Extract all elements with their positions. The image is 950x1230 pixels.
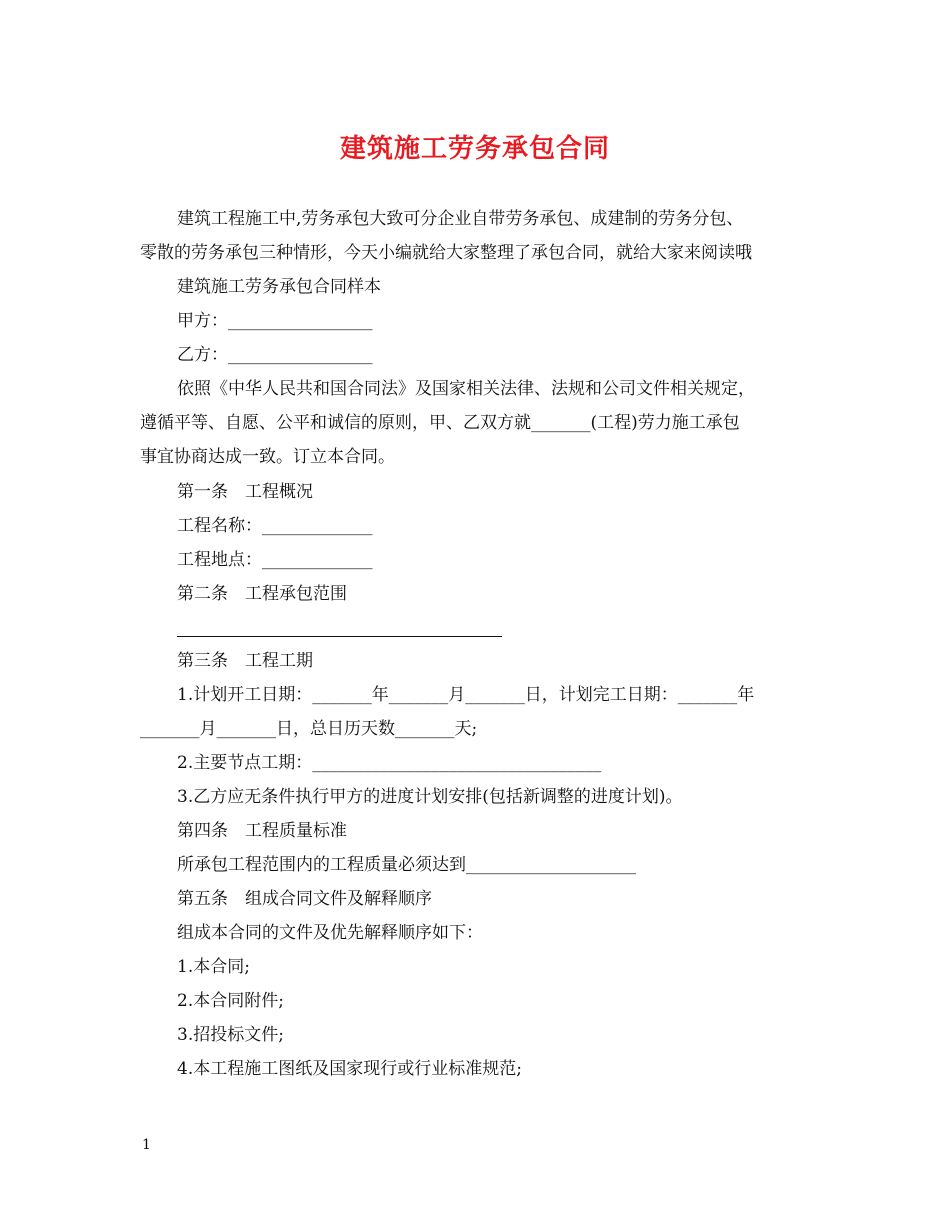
paragraph-line: 工程地点：_____________ — [177, 550, 373, 570]
article-heading: 第四条 工程质量标准 — [177, 821, 347, 841]
article-heading: 第三条 工程工期 — [177, 651, 313, 671]
paragraph-line: 组成本合同的文件及优先解释顺序如下： — [177, 923, 483, 943]
document-title: 建筑施工劳务承包合同 — [339, 134, 610, 164]
paragraph-line: 遵循平等、自愿、公平和诚信的原则，甲、乙双方就_______(工程)劳力施工承包 — [140, 413, 740, 433]
blank-underline — [177, 636, 502, 637]
article-heading: 第一条 工程概况 — [177, 482, 313, 502]
paragraph-line: 工程名称：_____________ — [177, 516, 373, 536]
paragraph-line: _______月_______日，总日历天数_______天; — [140, 719, 478, 739]
paragraph-line: 建筑施工劳务承包合同样本 — [177, 277, 381, 297]
paragraph-line: 事宜协商达成一致。订立本合同。 — [140, 447, 395, 467]
paragraph-line: 建筑工程施工中,劳务承包大致可分企业自带劳务承包、成建制的劳务分包、 — [177, 209, 744, 229]
article-heading: 第二条 工程承包范围 — [177, 584, 347, 604]
party-a-line: 甲方：_________________ — [177, 311, 373, 331]
paragraph-line: 零散的劳务承包三种情形，今天小编就给大家整理了承包合同，就给大家来阅读哦 — [140, 243, 752, 263]
party-b-line: 乙方：_________________ — [177, 345, 373, 365]
paragraph-line: 依照《中华人民共和国合同法》及国家相关法律、法规和公司文件相关规定， — [177, 379, 755, 399]
paragraph-line: 3.乙方应无条件执行甲方的进度计划安排(包括新调整的进度计划)。 — [177, 787, 683, 807]
article-heading: 第五条 组成合同文件及解释顺序 — [177, 889, 432, 909]
list-item: 2.本合同附件; — [177, 991, 284, 1011]
paragraph-line: 2.主要节点工期：__________________________________ — [177, 753, 602, 773]
page-number: 1 — [142, 1137, 151, 1153]
list-item: 3.招投标文件; — [177, 1025, 284, 1045]
paragraph-line: 所承包工程范围内的工程质量必须达到____________________ — [177, 855, 636, 875]
list-item: 4.本工程施工图纸及国家现行或行业标准规范; — [177, 1059, 522, 1079]
list-item: 1.本合同; — [177, 957, 250, 977]
paragraph-line: 1.计划开工日期：_______年_______月_______日，计划完工日期：_______年 — [177, 685, 755, 705]
